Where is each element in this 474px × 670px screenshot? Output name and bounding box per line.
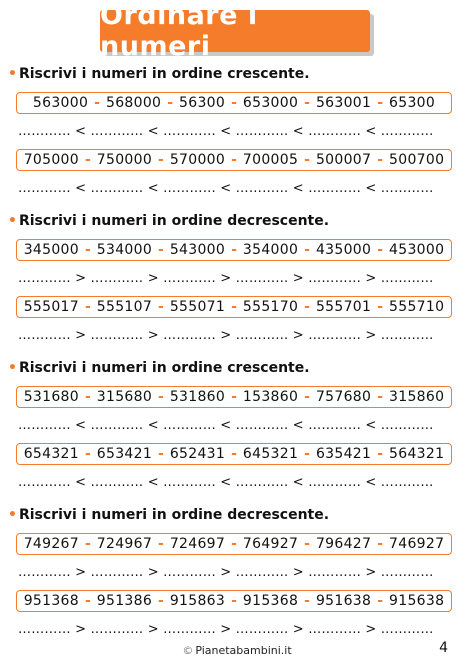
number-separator: -: [84, 389, 91, 405]
number-separator: -: [84, 446, 91, 462]
footer-site: Pianetabambini.it: [195, 644, 292, 657]
number-separator: -: [158, 536, 164, 552]
number-separator: -: [231, 242, 237, 258]
number-separator: -: [304, 446, 310, 462]
number-separator: -: [158, 389, 164, 405]
number-item: 653000: [242, 95, 299, 111]
number-item: 315680: [96, 389, 153, 405]
bullet-icon: •: [8, 360, 17, 376]
exercise-instruction: [8, 507, 329, 523]
number-separator: -: [231, 593, 237, 609]
number-separator: -: [158, 593, 164, 609]
number-row: [16, 149, 452, 171]
number-item: 951386: [96, 593, 153, 609]
number-item: 749267: [23, 536, 79, 552]
number-separator: -: [158, 152, 164, 168]
number-separator: -: [377, 593, 384, 609]
number-item: 568000: [105, 95, 162, 111]
number-item: 654321: [23, 446, 79, 462]
number-separator: -: [377, 299, 384, 315]
answer-line: ………… < ………… < ………… < ………… < ………… < …………: [18, 124, 434, 139]
number-separator: -: [231, 152, 237, 168]
number-item: 951368: [23, 593, 79, 609]
number-item: 555710: [389, 299, 445, 315]
number-item: 345000: [23, 242, 79, 258]
page-number: 4: [439, 640, 448, 656]
number-row: [16, 533, 452, 555]
number-item: 564321: [389, 446, 445, 462]
exercise-instruction: [8, 66, 310, 82]
number-separator: -: [304, 536, 310, 552]
bullet-icon: •: [8, 213, 17, 229]
number-item: 354000: [242, 242, 299, 258]
number-item: 531680: [23, 389, 79, 405]
number-row: [16, 296, 452, 318]
number-item: 534000: [96, 242, 153, 258]
number-item: 705000: [23, 152, 79, 168]
answer-line: ………… > ………… > ………… > ………… > ………… > …………: [18, 622, 434, 637]
exercise-instruction: [8, 213, 329, 229]
number-separator: -: [231, 536, 237, 552]
number-item: 653421: [96, 446, 153, 462]
number-item: 915638: [389, 593, 445, 609]
number-separator: -: [304, 299, 310, 315]
bullet-icon: •: [8, 507, 17, 523]
number-separator: -: [158, 299, 164, 315]
number-item: 56300: [179, 95, 226, 111]
number-item: 500007: [315, 152, 372, 168]
number-separator: -: [231, 389, 237, 405]
title-banner: [100, 0, 370, 62]
instruction-text: Riscrivi i numeri in ordine decrescente.: [18, 213, 330, 229]
number-item: 531860: [169, 389, 226, 405]
answer-line: ………… < ………… < ………… < ………… < ………… < …………: [18, 475, 434, 490]
number-separator: -: [304, 593, 310, 609]
bullet-icon: •: [8, 66, 17, 82]
number-separator: -: [231, 95, 237, 111]
answer-line: ………… > ………… > ………… > ………… > ………… > …………: [18, 271, 434, 286]
footer: [0, 644, 474, 657]
number-row: [16, 590, 452, 612]
number-separator: -: [84, 299, 91, 315]
number-item: 65300: [389, 95, 436, 111]
answer-line: ………… > ………… > ………… > ………… > ………… > …………: [18, 328, 434, 343]
number-separator: -: [377, 446, 384, 462]
number-separator: -: [304, 95, 310, 111]
number-row: [16, 443, 452, 465]
instruction-text: Riscrivi i numeri in ordine crescente.: [18, 66, 310, 82]
number-separator: -: [84, 593, 91, 609]
number-separator: -: [377, 152, 384, 168]
number-item: 435000: [315, 242, 372, 258]
number-item: 915863: [169, 593, 226, 609]
answer-line: ………… > ………… > ………… > ………… > ………… > …………: [18, 565, 434, 580]
answer-line: ………… < ………… < ………… < ………… < ………… < …………: [18, 181, 434, 196]
number-separator: -: [377, 242, 384, 258]
number-item: 555017: [23, 299, 79, 315]
number-row: [16, 239, 452, 261]
number-separator: -: [304, 242, 310, 258]
number-item: 453000: [389, 242, 445, 258]
number-item: 757680: [315, 389, 372, 405]
number-item: 153860: [242, 389, 299, 405]
number-separator: -: [158, 242, 164, 258]
globe-icon: ©: [182, 644, 194, 657]
number-item: 563000: [32, 95, 89, 111]
number-item: 315860: [389, 389, 445, 405]
number-separator: -: [167, 95, 174, 111]
number-item: 746927: [389, 536, 445, 552]
number-item: 700005: [242, 152, 299, 168]
number-item: 951638: [315, 593, 372, 609]
number-item: 635421: [315, 446, 372, 462]
number-row: [16, 386, 452, 408]
number-separator: -: [377, 536, 384, 552]
number-item: 724697: [169, 536, 226, 552]
number-item: 652431: [169, 446, 226, 462]
number-item: 500700: [389, 152, 445, 168]
answer-line: ………… < ………… < ………… < ………… < ………… < …………: [18, 418, 434, 433]
number-item: 570000: [169, 152, 226, 168]
number-separator: -: [304, 389, 310, 405]
number-separator: -: [84, 152, 91, 168]
number-item: 750000: [96, 152, 153, 168]
number-item: 764927: [242, 536, 299, 552]
number-separator: -: [84, 242, 91, 258]
number-item: 915368: [242, 593, 299, 609]
number-separator: -: [231, 446, 237, 462]
number-item: 543000: [169, 242, 226, 258]
number-item: 796427: [315, 536, 372, 552]
number-item: 724967: [96, 536, 153, 552]
exercise-instruction: [8, 360, 310, 376]
number-item: 563001: [315, 95, 372, 111]
number-item: 645321: [242, 446, 299, 462]
number-item: 555107: [96, 299, 153, 315]
number-separator: -: [84, 536, 91, 552]
number-separator: -: [377, 95, 384, 111]
number-separator: -: [94, 95, 100, 111]
number-item: 555071: [169, 299, 226, 315]
number-separator: -: [377, 389, 384, 405]
number-separator: -: [231, 299, 237, 315]
page-title: Ordinare i numeri: [100, 0, 258, 62]
number-separator: -: [158, 446, 164, 462]
number-item: 555170: [242, 299, 299, 315]
number-item: 555701: [315, 299, 372, 315]
number-separator: -: [304, 152, 310, 168]
number-row: [16, 92, 452, 114]
instruction-text: Riscrivi i numeri in ordine decrescente.: [18, 507, 330, 523]
instruction-text: Riscrivi i numeri in ordine crescente.: [18, 360, 310, 376]
